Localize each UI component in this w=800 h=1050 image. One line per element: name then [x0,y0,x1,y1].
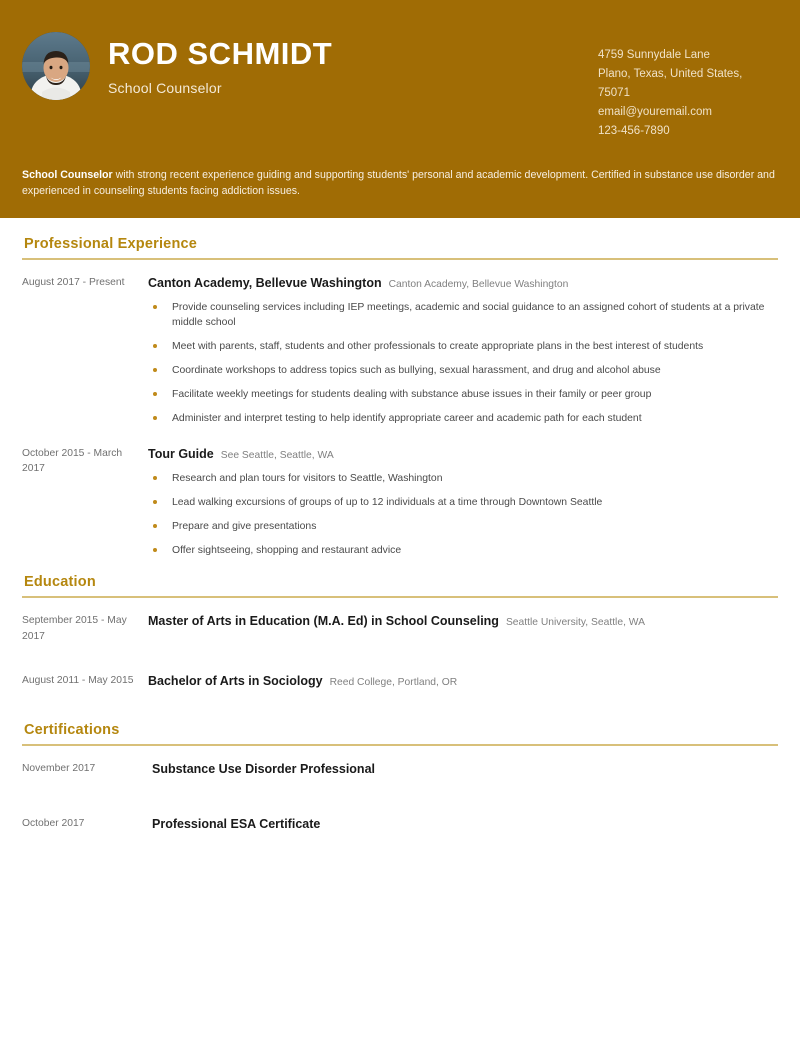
bullet-dot-icon [153,476,157,480]
entry-date: October 2017 [22,817,85,829]
list-item [148,300,778,330]
list-item [148,519,778,534]
entry-title: Professional ESA Certificate [152,816,321,831]
bullet-dot-icon [153,500,157,504]
contact-email[interactable]: email@youremail.com [598,105,712,118]
education-entry [22,670,778,696]
list-item [148,411,778,426]
entry-title: Tour Guide [148,446,214,461]
bullet-text: Offer sightseeing, shopping and restaurant advice [172,545,402,557]
bullet-text: Prepare and give presentations [172,521,317,533]
list-item [148,495,778,510]
entry-title: Canton Academy, Bellevue Washington [148,275,382,290]
entry-heading [152,813,778,835]
section-title-certifications: Certifications [24,722,120,739]
entry-heading [148,443,778,465]
list-item [148,363,778,378]
list-item [148,387,778,402]
entry-title: Bachelor of Arts in Sociology [148,674,323,689]
contact-address-line2: Plano, Texas, United States, [598,67,743,80]
bullet-dot-icon [153,416,157,420]
resume-header [0,0,800,218]
resume-body [0,236,800,840]
entry-content [140,610,778,636]
section-divider [22,596,778,598]
list-item [148,471,778,486]
section-title-education: Education [24,574,96,591]
entry-bullet-list [148,471,778,558]
bullet-dot-icon [153,305,157,309]
bullet-text: Lead walking excursions of groups of up to 12 individuals at a time through Downtown Seattle [172,496,603,508]
entry-organization: Reed College, Portland, OR [329,677,458,689]
bullet-text: Facilitate weekly meetings for students dealing with substance abuse issues in their family or peer group [172,389,652,401]
page-title: ROD SCHMIDT [108,35,333,71]
summary-body: with strong recent experience guiding and supporting students' personal and academic development. Certified in substance use disorder and experienced in counseling students facing addiction issues. [22,168,775,198]
entry-organization: Seattle University, Seattle, WA [505,617,645,629]
entry-bullet-list [148,300,778,426]
contact-address-line1: 4759 Sunnydale Lane [598,49,710,61]
entry-date: August 2011 - May 2015 [22,675,134,687]
entry-heading [152,758,778,780]
entry-organization: See Seattle, Seattle, WA [220,449,334,461]
contact-postal-code: 75071 [598,86,630,99]
entry-title: Master of Arts in Education (M.A. Ed) in School Counseling [148,614,499,629]
header-job-title: School Counselor [108,80,222,97]
profile-photo-icon [22,32,90,100]
experience-entry [22,272,778,427]
education-entry [22,610,778,644]
section-title-experience: Professional Experience [24,235,198,252]
certification-entry [22,813,778,839]
section-education [22,574,778,696]
name-block [108,36,332,97]
bullet-dot-icon [153,344,157,348]
entry-date: September 2015 - May 2017 [22,615,127,642]
bullet-text: Meet with parents, staff, students and other professionals to create appropriate plans in the best interest of students [172,341,704,353]
bullet-dot-icon [153,368,157,372]
contact-phone[interactable]: 123-456-7890 [598,124,670,137]
entry-content [140,443,778,559]
section-divider [22,744,778,746]
experience-entry [22,443,778,559]
entry-content [140,670,778,696]
bullet-text: Research and plan tours for visitors to Seattle, Washington [172,472,443,484]
bullet-dot-icon [153,548,157,552]
entry-heading [148,610,778,632]
list-item [148,339,778,354]
section-certifications [22,722,778,839]
entry-content [140,758,778,784]
entry-date: November 2017 [22,763,96,775]
header-top-row [22,32,778,141]
profile-summary [22,167,778,200]
list-item [148,543,778,558]
entry-date: August 2017 - Present [22,276,125,288]
section-divider [22,258,778,260]
bullet-text: Administer and interpret testing to help identify appropriate career and academic path for each student [172,413,642,425]
entry-organization: Canton Academy, Bellevue Washington [388,278,569,290]
entry-content [140,813,778,839]
avatar [22,32,90,100]
summary-lead-role: School Counselor [22,168,113,181]
bullet-dot-icon [153,524,157,528]
identity-block [22,32,332,100]
contact-block [598,32,778,141]
certification-entry [22,758,778,784]
entry-heading [148,670,778,692]
bullet-text: Provide counseling services including IEP meetings, academic and social guidance to an assigned cohort of students at a private middle school [172,302,765,329]
bullet-text: Coordinate workshops to address topics such as bullying, sexual harassment, and drug and alcohol abuse [172,365,661,377]
entry-title: Substance Use Disorder Professional [152,762,375,777]
bullet-dot-icon [153,392,157,396]
entry-heading [148,272,778,294]
entry-date: October 2015 - March 2017 [22,447,123,474]
entry-content [140,272,778,427]
section-professional-experience [22,236,778,559]
